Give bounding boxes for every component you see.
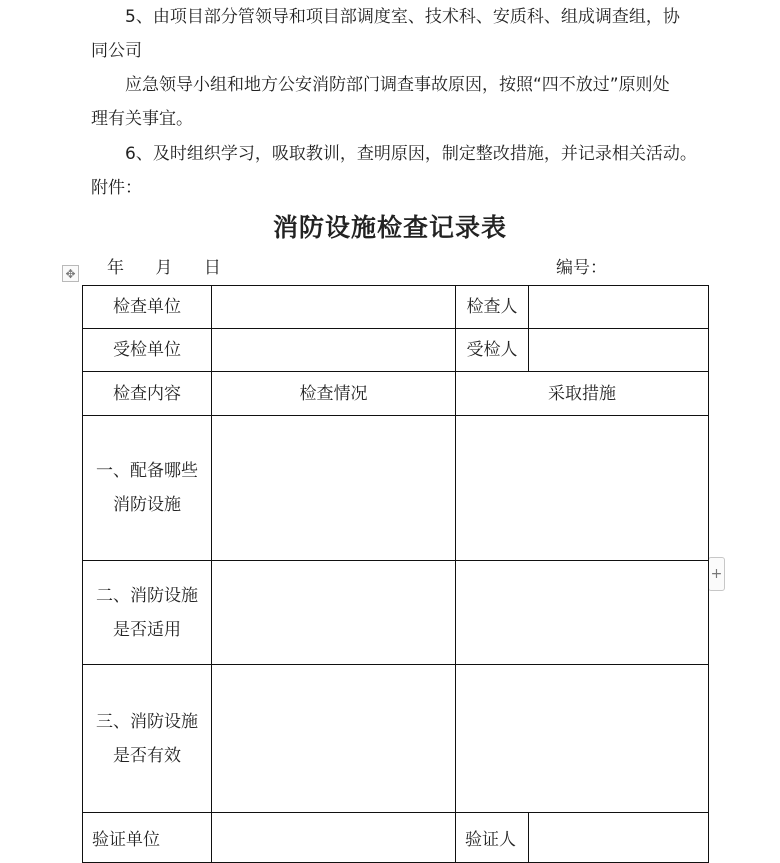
inspectee-label: 受检人 [456, 329, 529, 372]
table-row [83, 416, 709, 561]
inspector-cell[interactable] [529, 286, 709, 329]
paragraph-investigation-line1: 应急领导小组和地方公安消防部门调查事故原因，按照“四不放过”原则处 [125, 75, 670, 95]
inspected-unit-label: 受检单位 [83, 329, 212, 372]
table-row [83, 561, 709, 665]
inspection-record-table [82, 285, 709, 863]
inspected-unit-cell[interactable] [212, 329, 456, 372]
inspector-label: 检查人 [456, 286, 529, 329]
table-move-icon[interactable]: ✥ [62, 265, 79, 282]
inspecting-unit-cell[interactable] [212, 286, 456, 329]
content-header: 检查内容 [83, 372, 212, 416]
item-effectiveness-status-cell[interactable] [212, 665, 456, 813]
paragraph-5-line2: 同公司 [91, 41, 142, 61]
date-month: 月 [155, 258, 173, 278]
verifier-label: 验证人 [456, 813, 529, 863]
item-equipment-measures-cell[interactable] [456, 416, 709, 561]
attachment-label: 附件： [91, 178, 142, 198]
item-effectiveness-line2: 是否有效 [113, 745, 181, 766]
item-suitability-measures-cell[interactable] [456, 561, 709, 665]
inspecting-unit-label: 检查单位 [83, 286, 212, 329]
table-row [83, 329, 709, 372]
verifier-cell[interactable] [529, 813, 709, 863]
item-equipment-line1: 一、配备哪些 [96, 461, 198, 481]
item-equipment-label [83, 416, 212, 561]
item-effectiveness-label [83, 665, 212, 813]
item-suitability-label [83, 561, 212, 665]
status-header: 检查情况 [212, 372, 456, 416]
table-row [83, 665, 709, 813]
table-row [83, 813, 709, 863]
add-column-icon[interactable]: + [708, 557, 725, 591]
verify-unit-cell[interactable] [212, 813, 456, 863]
item-suitability-status-cell[interactable] [212, 561, 456, 665]
form-number-label: 编号： [556, 258, 607, 278]
table-row [83, 286, 709, 329]
item-suitability-line2: 是否适用 [113, 619, 181, 640]
date-day: 日 [203, 258, 221, 278]
paragraph-6: 6、及时组织学习，吸取教训，查明原因，制定整改措施，并记录相关活动。 [125, 144, 697, 164]
paragraph-5-line1: 5、由项目部分管领导和项目部调度室、技术科、安质科、组成调查组，协 [125, 7, 680, 27]
measures-header: 采取措施 [456, 372, 709, 416]
date-year: 年 [107, 258, 124, 278]
verify-unit-label: 验证单位 [83, 813, 212, 863]
paragraph-investigation-line2: 理有关事宜。 [91, 109, 193, 129]
inspectee-cell[interactable] [529, 329, 709, 372]
item-suitability-line1: 二、消防设施 [96, 585, 198, 606]
date-line [107, 255, 247, 281]
item-effectiveness-measures-cell[interactable] [456, 665, 709, 813]
form-title: 消防设施检查记录表 [272, 213, 507, 242]
item-equipment-line2: 消防设施 [113, 495, 181, 515]
item-equipment-status-cell[interactable] [212, 416, 456, 561]
table-row [83, 372, 709, 416]
item-effectiveness-line1: 三、消防设施 [96, 711, 198, 732]
